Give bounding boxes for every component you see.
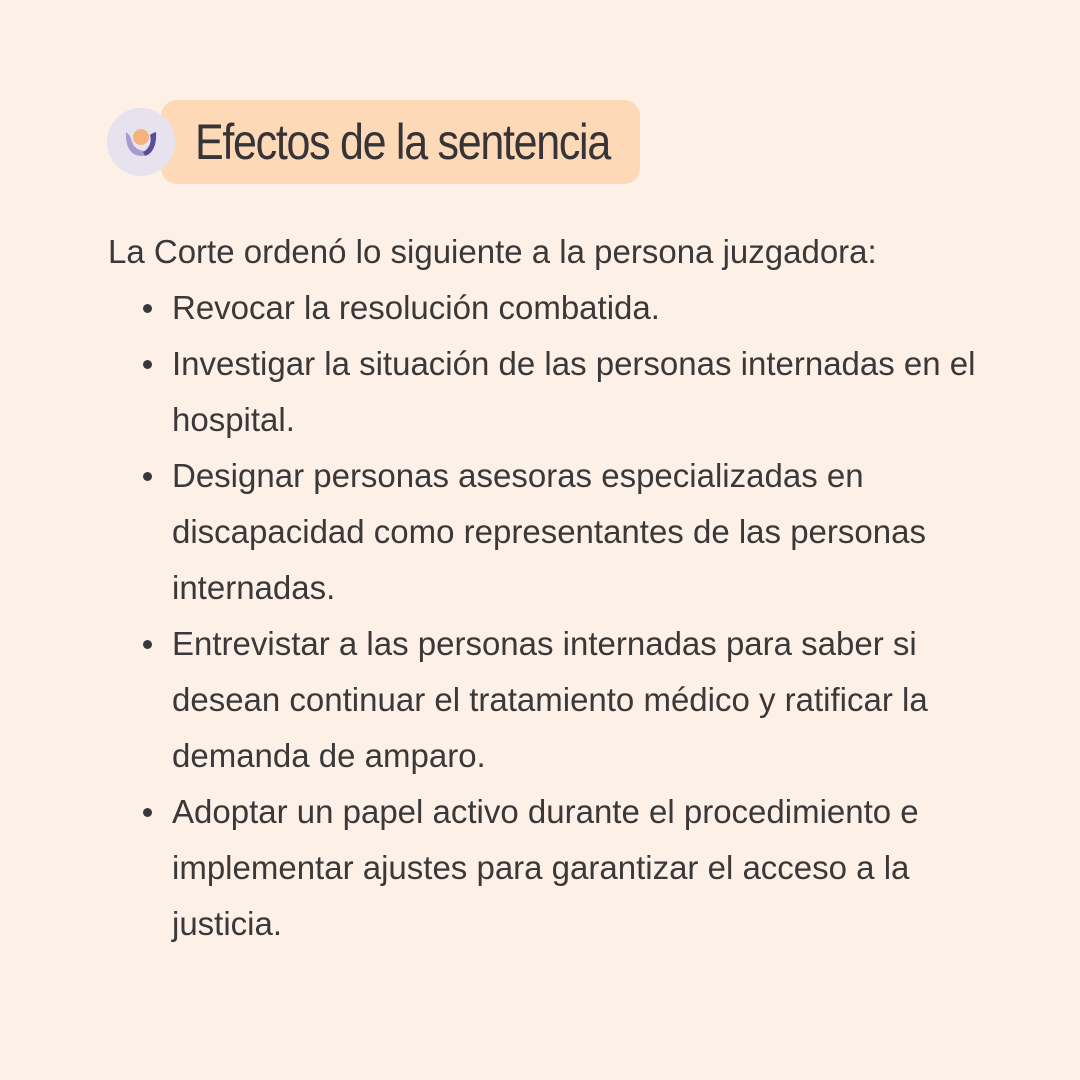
bullet-dot — [143, 472, 152, 481]
main-content — [108, 224, 1008, 952]
list-item-text: Designar personas asesoras especializadas en discapacidad como representantes de las personas internadas. — [172, 457, 926, 606]
title-pill — [161, 100, 640, 184]
list-item-text: Entrevistar a las personas internadas para saber si desean continuar el tratamiento médico y ratificar la demanda de amparo. — [172, 625, 928, 774]
bullet-dot — [143, 304, 152, 313]
logo-graphic — [121, 122, 161, 162]
list-item-text: Adoptar un papel activo durante el procedimiento e implementar ajustes para garantizar el acceso a la justicia. — [172, 793, 919, 942]
orders-list — [108, 280, 1008, 952]
intro-text: La Corte ordenó lo siguiente a la persona juzgadora: — [108, 233, 877, 270]
list-item — [108, 616, 1002, 784]
section-header — [107, 100, 640, 184]
bullet-dot — [143, 640, 152, 649]
list-item-text: Revocar la resolución combatida. — [172, 289, 660, 326]
page-title: Efectos de la sentencia — [195, 114, 610, 170]
bullet-dot — [143, 808, 152, 817]
list-item — [108, 448, 1002, 616]
list-item — [108, 336, 1002, 448]
bullet-dot — [143, 360, 152, 369]
list-item — [108, 280, 1002, 336]
person-circle-logo-icon — [107, 108, 175, 176]
list-item — [108, 784, 1002, 952]
list-item-text: Investigar la situación de las personas internadas en el hospital. — [172, 345, 976, 438]
